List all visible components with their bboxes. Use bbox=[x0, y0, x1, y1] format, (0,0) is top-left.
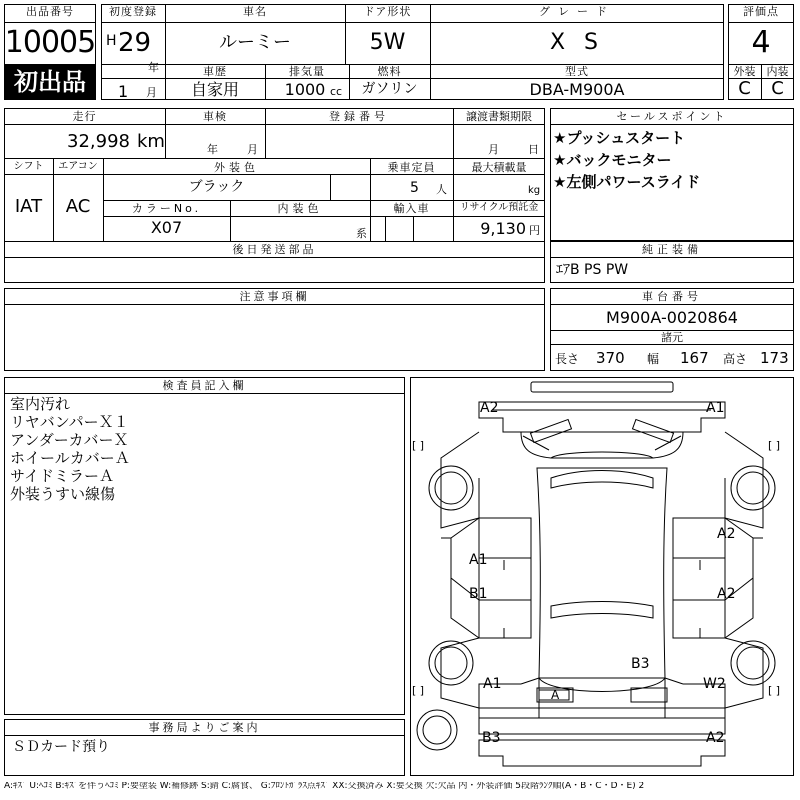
damage-mark-left-front-door: A1 bbox=[469, 552, 488, 568]
color-number-label: カラーNo. bbox=[131, 202, 202, 215]
registration-year: 29 bbox=[118, 28, 152, 58]
damage-mark-front-left: A2 bbox=[480, 400, 499, 416]
recycle-amount: 9,130 bbox=[480, 219, 526, 238]
bracket-left-upper: [ ] bbox=[412, 439, 425, 452]
capacity-label: 乗車定員 bbox=[387, 161, 436, 174]
recycle-label: リサイクル預託金 bbox=[459, 202, 539, 213]
bracket-left-lower: [ ] bbox=[412, 684, 425, 697]
shift-label: シフト bbox=[13, 161, 44, 172]
bracket-right-upper: [ ] bbox=[768, 439, 781, 452]
damage-mark-right-rear-fender: W2 bbox=[703, 676, 726, 692]
later-parts-label: 後日発送部品 bbox=[232, 243, 317, 256]
registration-number-label: 登録番号 bbox=[329, 110, 389, 123]
sales-point-2: ★バックモニター bbox=[553, 151, 672, 169]
lot-number-label: 出品番号 bbox=[26, 5, 74, 18]
grade: X S bbox=[549, 30, 605, 55]
inspection-label: 車検 bbox=[203, 110, 227, 123]
width: 167 bbox=[680, 349, 709, 367]
damage-mark-left-rear-door: B1 bbox=[469, 586, 488, 602]
era-letter: H bbox=[106, 33, 117, 49]
lot-number: 10005 bbox=[4, 25, 96, 60]
first-registration-label: 初度登録 bbox=[109, 5, 157, 18]
interior-color-label: 内装色 bbox=[277, 202, 323, 215]
exterior-color-label: 外装色 bbox=[214, 161, 259, 174]
mileage-unit: km bbox=[137, 131, 165, 152]
inspection-year-unit: 年 bbox=[207, 143, 218, 156]
car-name-label: 車名 bbox=[243, 5, 267, 18]
equipment-label: 純正装備 bbox=[642, 243, 702, 256]
inspector-line-3: アンダーカバーＸ bbox=[10, 431, 129, 449]
damage-mark-front-right: A1 bbox=[706, 400, 725, 416]
damage-mark-left-rear-fender: A1 bbox=[483, 676, 502, 692]
damage-mark-rear-hatch: B3 bbox=[631, 656, 650, 672]
fuel: ガソリン bbox=[361, 81, 418, 97]
interior-grade: C bbox=[771, 78, 784, 99]
history-label: 車歴 bbox=[203, 65, 227, 78]
equipment-value: ｴｱB PS PW bbox=[556, 262, 629, 278]
length-label: 長さ bbox=[555, 352, 580, 366]
legend-text: A:ｷｽﾞ U:ﾍｺﾐ B:ｷｽﾞを伴うﾍｺﾐ P:要塗装 W:補修跡 S:錆 C:腐食、 G:ﾌﾛﾝﾄｶﾞﾗｽ点ｷｽﾞ XX:交換済み X:要交換 欠:欠品 内・外装評価 5段階ﾗﾝｸ順(A・B・C・D・E) 2 bbox=[4, 782, 645, 791]
ac: AC bbox=[65, 196, 91, 217]
first-listing-text: 初出品 bbox=[14, 68, 86, 96]
max-load-unit: kg bbox=[528, 185, 541, 196]
inspector-line-4: ホイールカバーＡ bbox=[10, 449, 130, 467]
ac-label: エアコン bbox=[58, 161, 98, 172]
recycle-unit: 円 bbox=[529, 224, 540, 237]
damage-mark-right-front-door: A2 bbox=[717, 526, 736, 542]
mileage-label: 走行 bbox=[72, 110, 97, 123]
height: 173 bbox=[760, 349, 789, 367]
year-unit: 年 bbox=[148, 61, 159, 74]
damage-mark-right-rear-door: A2 bbox=[717, 586, 736, 602]
model: DBA-M900A bbox=[529, 80, 625, 99]
interior-label: 内装 bbox=[766, 65, 789, 78]
height-label: 高さ bbox=[723, 352, 748, 366]
office-notice-label: 事務局よりご案内 bbox=[148, 721, 261, 734]
notes-label: 注意事項欄 bbox=[239, 290, 310, 303]
transfer-month-unit: 月 bbox=[488, 143, 499, 156]
chassis-number: M900A-0020864 bbox=[606, 308, 738, 327]
door-type-label: ドア形状 bbox=[363, 5, 412, 18]
sales-point-3: ★左側パワースライド bbox=[553, 173, 701, 191]
damage-mark-rear-panel: A bbox=[551, 688, 560, 702]
inspector-line-2: リヤバンパーＸ１ bbox=[10, 413, 129, 431]
office-notice-text: ＳＤカード預り bbox=[12, 739, 110, 755]
interior-color-unit: 系 bbox=[356, 227, 367, 240]
month-unit: 月 bbox=[146, 86, 157, 99]
car-outline-diagram bbox=[411, 378, 793, 775]
transfer-day-unit: 日 bbox=[528, 143, 539, 156]
shift: IAT bbox=[14, 196, 43, 217]
displacement-label: 排気量 bbox=[289, 65, 325, 78]
model-label: 型式 bbox=[565, 65, 589, 78]
transfer-deadline-label: 譲渡書類期限 bbox=[466, 110, 532, 123]
registration-month: 1 bbox=[118, 82, 129, 101]
width-label: 幅 bbox=[647, 352, 660, 366]
capacity: 5 bbox=[410, 180, 419, 196]
exterior-color: ブラック bbox=[188, 179, 245, 195]
fuel-label: 燃料 bbox=[377, 65, 402, 78]
displacement: 1000 bbox=[284, 80, 326, 99]
sales-points-label: セールスポイント bbox=[616, 110, 728, 123]
mileage: 32,998 bbox=[67, 131, 130, 152]
car-name: ルーミー bbox=[219, 32, 291, 53]
exterior-label: 外装 bbox=[733, 65, 756, 78]
damage-mark-rear-bumper-right: A2 bbox=[706, 730, 725, 746]
dimensions-label: 諸元 bbox=[661, 331, 683, 344]
capacity-unit: 人 bbox=[436, 183, 447, 196]
grade-label: グレード bbox=[539, 5, 615, 18]
bracket-right-lower: [ ] bbox=[768, 684, 781, 697]
damage-diagram bbox=[410, 377, 794, 776]
length: 370 bbox=[596, 349, 625, 367]
history: 自家用 bbox=[190, 80, 239, 99]
max-load-label: 最大積載量 bbox=[471, 161, 527, 174]
score: 4 bbox=[751, 25, 771, 60]
import-label: 輸入車 bbox=[393, 202, 430, 215]
score-label: 評価点 bbox=[743, 5, 779, 18]
color-number: X07 bbox=[150, 218, 183, 237]
sales-point-1: ★プッシュスタート bbox=[553, 129, 686, 147]
door-type: 5W bbox=[369, 30, 406, 55]
exterior-grade: C bbox=[738, 78, 751, 99]
inspector-line-1: 室内汚れ bbox=[10, 395, 71, 413]
inspector-line-6: 外装うすい線傷 bbox=[10, 485, 116, 503]
inspection-month-unit: 月 bbox=[247, 143, 258, 156]
inspector-line-5: サイドミラーＡ bbox=[10, 467, 114, 485]
displacement-unit: cc bbox=[330, 85, 343, 98]
chassis-label: 車台番号 bbox=[642, 290, 702, 303]
damage-mark-rear-bumper-left: B3 bbox=[482, 730, 501, 746]
inspector-label: 検査員記入欄 bbox=[162, 379, 247, 392]
